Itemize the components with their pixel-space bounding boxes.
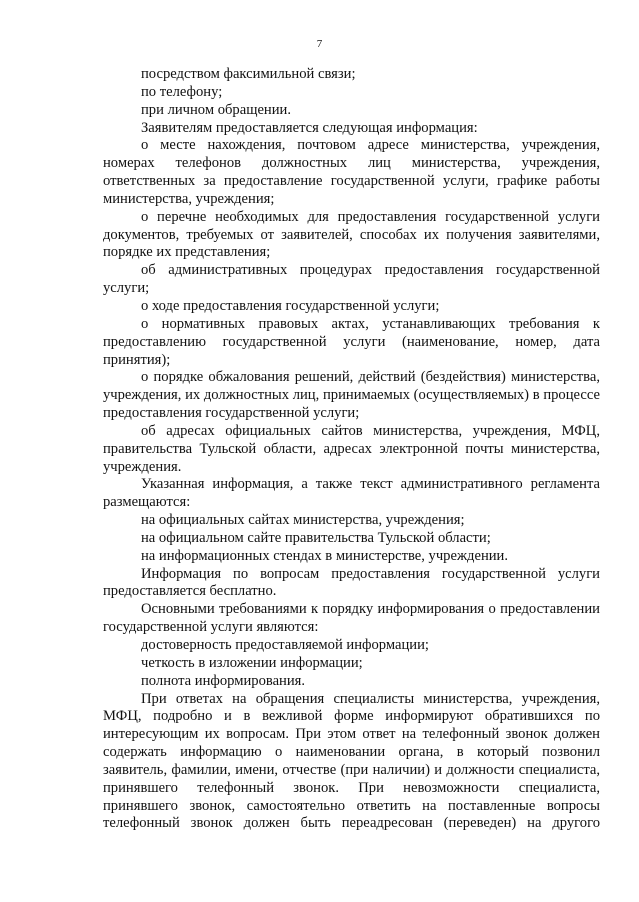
page-number: 7 (316, 38, 323, 50)
paragraph-reliability: достоверность предоставляемой информации; (141, 637, 429, 653)
paragraph-personal-visit: при личном обращении. (141, 101, 291, 118)
paragraph-clarity: четкость в изложении информации; (141, 654, 363, 671)
paragraph-progress: о ходе предоставления государственной услуги; (141, 297, 440, 314)
document-body (103, 66, 600, 833)
paragraph-location: о месте нахождения, почтовом адресе министерства, учреждения, номерах телефонов должностных лиц министерства, учреждения, ответственных за предоставление государственной услуги, графике работы министерства, учреждения; (103, 137, 600, 207)
paragraph-requirements: Основными требованиями к порядку информирования о предоставлении государственной услуги являются: (103, 601, 600, 636)
paragraph-publication: Указанная информация, а также текст административного регламента размещаются: (103, 476, 600, 511)
paragraph-legal-acts: о нормативных правовых актах, устанавливающих требования к предоставлению государственной услуги (наименование, номер, дата принятия); (103, 315, 600, 368)
paragraph-stands: на информационных стендах в министерстве, учреждении. (141, 547, 509, 564)
paragraph-responses: При ответах на обращения специалисты министерства, учреждения, МФЦ, подробно и в вежливой форме информируют обратившихся по интересующим их вопросам. При этом ответ на телефонный звонок должен содержать информацию о наименовании органа, в который позвонил заявитель, фамилии, имени, отчестве (при наличии) и должности специалиста, принявшего телефонный звонок. При невозможности специалиста, принявшего звонок, самостоятельно ответить на поставленные вопросы телефонный звонок должен быть переадресован (переведен) на другого (103, 690, 600, 832)
paragraph-ministry-sites: на официальных сайтах министерства, учреждения; (141, 512, 465, 529)
paragraph-procedures: об административных процедурах предоставления государственной услуги; (103, 262, 600, 297)
paragraph-documents: о перечне необходимых для предоставления государственной услуги документов, требуемых от заявителей, способах их получения заявителями, порядке их представления; (103, 208, 600, 261)
paragraph-fax: посредством факсимильной связи; (141, 66, 356, 82)
paragraph-info-intro: Заявителям предоставляется следующая информация: (141, 119, 478, 136)
paragraph-free-of-charge: Информация по вопросам предоставления государственной услуги предоставляется бесплатно. (103, 565, 600, 600)
paragraph-appeals: о порядке обжалования решений, действий (бездействия) министерства, учреждения, их должностных лиц, принимаемых (осуществляемых) в процессе предоставления государственной услуги; (103, 369, 600, 422)
paragraph-government-site: на официальном сайте правительства Тульской области; (141, 529, 491, 546)
paragraph-completeness: полнота информирования. (141, 672, 306, 689)
paragraph-websites: об адресах официальных сайтов министерства, учреждения, МФЦ, правительства Тульской области, адресах электронной почты министерства, учреждения. (103, 422, 600, 475)
paragraph-phone: по телефону; (141, 83, 223, 100)
